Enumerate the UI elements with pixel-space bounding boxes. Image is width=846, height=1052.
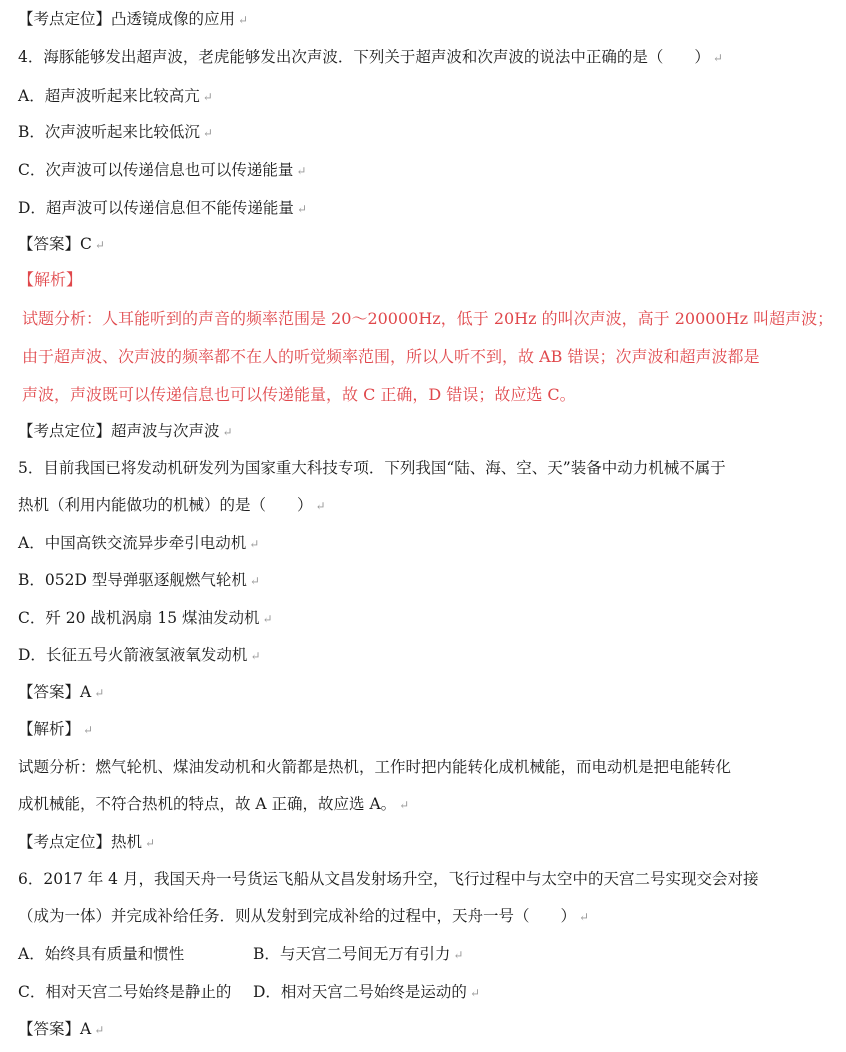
q6-options-row-2 [18,982,836,1002]
question-6-stem-line-2: （成为一体）并完成补给任务．则从发射到完成补给的过程中，天舟一号（ ） ↵ [18,907,590,925]
q4-option-d: D．超声波可以传递信息但不能传递能量 ↵ [18,199,307,217]
question-5-stem-line-2: 热机（利用内能做功的机械）的是（ ） ↵ [18,496,326,514]
q4-option-a: A．超声波听起来比较高亢 ↵ [18,87,213,105]
paragraph-mark-icon: ↵ [296,164,307,178]
paragraph-mark-icon: ↵ [94,1023,105,1037]
q5-option-d: D．长征五号火箭液氢液氧发动机 ↵ [18,646,261,664]
paragraph-mark-icon: ↵ [222,425,233,439]
q6-option-d: D．相对天宫二号始终是运动的 ↵ [253,983,480,1001]
q4-answer: 【答案】C ↵ [18,235,105,253]
paragraph-mark-icon: ↵ [94,686,105,700]
q5-jiexi-title: 【解析】 ↵ [18,720,94,738]
q6-option-a: A．始终具有质量和惯性 [18,945,185,963]
q6-answer: 【答案】A ↵ [18,1020,105,1038]
q6-options-row-1 [18,944,836,964]
paragraph-mark-icon: ↵ [399,798,410,812]
q4-jiexi-line-1: 试题分析：人耳能听到的声音的频率范围是 20～20000Hz，低于 20Hz 的叫次声波，高于 20000Hz 叫超声波； [22,309,834,328]
paragraph-mark-icon: ↵ [83,723,94,737]
paragraph-mark-icon: ↵ [469,986,480,1000]
q5-option-a: A．中国高铁交流异步牵引电动机 ↵ [18,534,260,552]
paragraph-mark-icon: ↵ [262,612,273,626]
q5-kaodian: 【考点定位】热机 ↵ [18,833,156,851]
q4-jiexi-title: 【解析】 [18,270,83,289]
q4-option-c: C．次声波可以传递信息也可以传递能量 ↵ [18,161,307,179]
paragraph-mark-icon: ↵ [579,910,590,924]
q5-jiexi-line-1: 试题分析：燃气轮机、煤油发动机和火箭都是热机，工作时把内能转化成机械能，而电动机是把电能转化 [18,758,732,776]
paragraph-mark-icon: ↵ [249,574,260,588]
paragraph-mark-icon: ↵ [238,13,249,27]
q5-option-c: C．歼 20 战机涡扇 15 煤油发动机 ↵ [18,609,273,627]
q5-option-b: B．052D 型导弹驱逐舰燃气轮机 ↵ [18,571,260,589]
q4-jiexi-line-3: 声波，声波既可以传递信息也可以传递能量，故 C 正确，D 错误；故应选 C。 [22,385,576,404]
question-6-stem-line-1: 6．2017 年 4 月，我国天舟一号货运飞船从文昌发射场升空，飞行过程中与太空中的天宫二号实现交会对接 [18,870,759,888]
paragraph-mark-icon: ↵ [145,836,156,850]
paragraph-mark-icon: ↵ [250,649,261,663]
question-5-stem-line-1: 5．目前我国已将发动机研发列为国家重大科技专项．下列我国“陆、海、空、天”装备中动力机械不属于 [18,459,726,477]
paragraph-mark-icon: ↵ [453,948,464,962]
paragraph-mark-icon: ↵ [249,537,260,551]
paragraph-mark-icon: ↵ [712,51,723,65]
question-4-stem: 4．海豚能够发出超声波，老虎能够发出次声波．下列关于超声波和次声波的说法中正确的是（ ） ↵ [18,48,723,66]
q6-option-b: B．与天宫二号间无万有引力 ↵ [253,945,464,963]
q4-jiexi-line-2: 由于超声波、次声波的频率都不在人的听觉频率范围，所以人听不到，故 AB 错误；次声波和超声波都是 [22,347,760,366]
q5-jiexi-line-2: 成机械能，不符合热机的特点，故 A 正确，故应选 A。 ↵ [18,795,410,813]
paragraph-mark-icon: ↵ [94,238,105,252]
q6-option-c: C．相对天宫二号始终是静止的 [18,983,232,1001]
q4-option-b: B．次声波听起来比较低沉 ↵ [18,123,213,141]
paragraph-mark-icon: ↵ [296,202,307,216]
paragraph-mark-icon: ↵ [202,126,213,140]
paragraph-mark-icon: ↵ [202,90,213,104]
q5-answer: 【答案】A ↵ [18,683,105,701]
q4-kaodian: 【考点定位】超声波与次声波 ↵ [18,422,233,440]
paragraph-mark-icon: ↵ [315,499,326,513]
kaodian-line: 【考点定位】凸透镜成像的应用 ↵ [18,10,249,28]
